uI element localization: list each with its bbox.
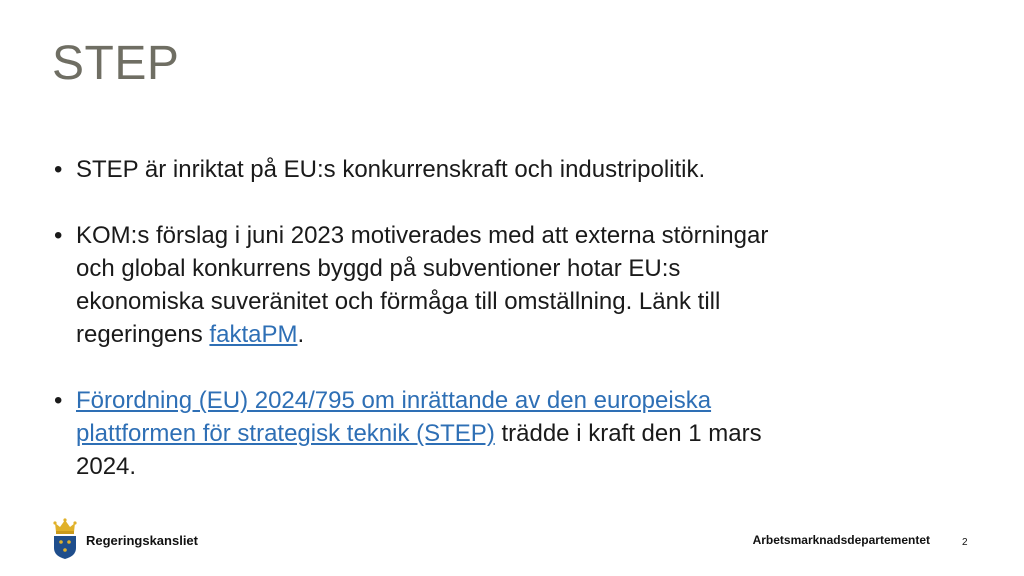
crown-icon (53, 518, 76, 534)
bullet-item-2 (52, 219, 812, 351)
slide-title: STEP (52, 37, 180, 90)
footer-organization: Regeringskansliet (86, 533, 198, 548)
bullet-text: KOM:s förslag i juni 2023 motiverades med att externa störningar och global konkurrens byggd på subventioner hotar EU:s ekonomiska suveränitet och förmåga till omställning. Länk till regeringens (76, 222, 769, 348)
faktapm-link[interactable]: faktaPM (209, 321, 298, 348)
bullet-marker: • (54, 156, 63, 183)
footer-department: Arbetsmarknadsdepartementet (752, 533, 930, 547)
crown-shield-icon (52, 518, 78, 560)
regulation-link[interactable]: Förordning (EU) 2024/795 om inrättande av den europeiska plattformen för strategisk teknik (STEP) (76, 387, 712, 447)
bullet-item-1 (52, 153, 812, 186)
bullet-list (52, 153, 812, 483)
bullet-item-3 (52, 384, 812, 483)
bullet-text-end: trädde i kraft den 1 mars 2024. (76, 420, 762, 480)
page-number: 2 (962, 537, 968, 548)
shield-icon (54, 536, 76, 559)
bullet-text-end: . (297, 321, 305, 348)
bullet-text: STEP är inriktat på EU:s konkurrenskraft och industripolitik. (76, 156, 706, 183)
bullet-marker: • (54, 387, 63, 414)
bullet-marker: • (54, 222, 63, 249)
